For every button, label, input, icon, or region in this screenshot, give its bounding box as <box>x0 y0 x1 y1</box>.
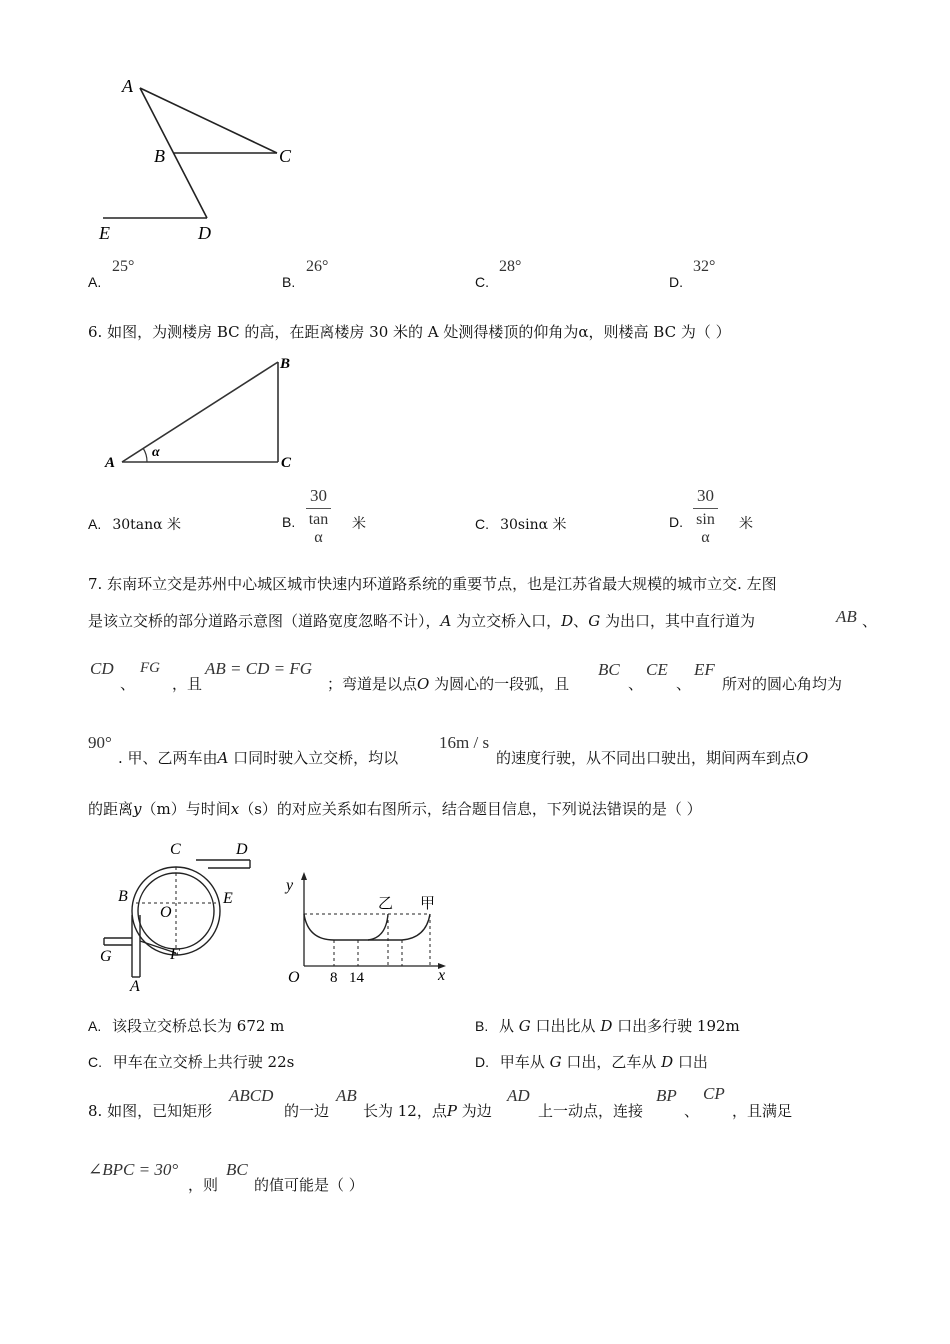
option-letter: B. <box>282 514 296 530</box>
option-value: 30sinα 米 <box>500 517 567 533</box>
q7-var: O <box>796 749 809 767</box>
label-c: C <box>170 841 181 858</box>
q7-var: A <box>440 612 452 630</box>
math-equality: AB = CD = FG <box>205 659 312 678</box>
label-f: F <box>170 946 180 963</box>
math-ab: AB <box>836 607 857 626</box>
fraction-denominator: tan α <box>308 511 329 546</box>
math-ad: AD <box>507 1086 530 1105</box>
option-letter: A. <box>88 274 102 290</box>
option-value <box>499 1017 740 1035</box>
q7-text: 口同时驶入立交桥，均以 <box>228 749 399 767</box>
label-c: C <box>279 146 292 166</box>
angle-arc <box>143 448 147 462</box>
q8-text: 的一边 <box>284 1102 330 1120</box>
math-bc: BC <box>598 660 620 679</box>
option-text: 口出多行驶 192m <box>612 1017 740 1035</box>
option-letter: D. <box>669 274 683 290</box>
option-letter: C. <box>475 274 489 290</box>
math-90-degrees: 90° <box>88 733 112 752</box>
q8-var: P <box>446 1102 457 1120</box>
option-text: 从 <box>499 1017 519 1035</box>
label-b: B <box>118 888 128 905</box>
q7-text: 所对的圆心角均为 <box>722 675 843 693</box>
q8-text: ，且满足 <box>732 1102 793 1120</box>
option-value: 甲车在立交桥上共行驶 22s <box>112 1053 295 1071</box>
option-text: 甲车从 <box>499 1053 550 1071</box>
q7-text: ；弯道是以点 <box>327 675 418 693</box>
label-o: O <box>160 904 172 921</box>
math-angle-bpc: ∠BPC = 30° <box>88 1160 179 1179</box>
label-d: D <box>198 223 211 243</box>
separator: 、 <box>684 1102 700 1120</box>
option-value: 28° <box>499 258 522 275</box>
label-e: E <box>223 890 233 907</box>
q8-text: 长为 12，点 <box>363 1102 447 1120</box>
math-fg: FG <box>140 660 160 676</box>
option-fraction <box>306 486 331 547</box>
q7-text: 是该立交桥的部分道路示意图（道路宽度忽略不计）， <box>88 612 441 630</box>
option-fraction <box>693 486 718 547</box>
q7-text: （m）与时间 <box>141 800 231 818</box>
math-cd: CD <box>90 659 114 678</box>
option-text: 口出 <box>673 1053 708 1071</box>
q7-road-figure <box>98 835 268 995</box>
math-abcd: ABCD <box>229 1086 274 1105</box>
q7-var: A <box>217 749 229 767</box>
option-letter: C. <box>88 1054 102 1070</box>
q8-text: 的值可能是（ ） <box>254 1176 364 1194</box>
option-unit: 米 <box>739 516 753 532</box>
q8-text <box>363 1101 492 1121</box>
q7-option-c[interactable] <box>88 1052 294 1072</box>
math-bc: BC <box>226 1160 248 1179</box>
option-text: 口出比从 <box>530 1017 601 1035</box>
q6-option-a[interactable] <box>88 514 181 535</box>
label-b: B <box>280 356 291 372</box>
option-letter: D. <box>475 1054 489 1070</box>
q7-option-d[interactable] <box>475 1052 708 1072</box>
q7-line-1: 7. 东南环立交是苏州中心城区城市快速内环道路系统的重要节点，也是江苏省最大规模的城市立交. 左图 <box>88 575 777 593</box>
option-letter: C. <box>475 516 489 532</box>
label-g: G <box>100 948 112 965</box>
q6-option-c[interactable] <box>475 514 567 535</box>
q6-figure <box>100 350 310 475</box>
option-value: 该段立交桥总长为 672 m <box>112 1017 285 1035</box>
label-yi: 乙 <box>378 896 394 912</box>
option-value: 32° <box>693 258 716 275</box>
q7-line-2 <box>88 611 755 631</box>
q7-text: . 甲、乙两车由 <box>118 749 218 767</box>
option-unit: 米 <box>352 516 366 532</box>
segment-ab <box>122 362 278 462</box>
q7-text: 为立交桥入口， <box>451 612 562 630</box>
option-text: 口出，乙车从 <box>561 1053 662 1071</box>
q7-text: 的速度行驶，从不同出口驶出，期间两车到点 <box>496 749 797 767</box>
q5-figure <box>95 72 315 247</box>
separator: 、 <box>628 675 644 693</box>
label-jia: 甲 <box>420 896 436 912</box>
q7-option-a[interactable] <box>88 1016 284 1036</box>
q7-var: y <box>133 800 142 818</box>
label-a: A <box>105 455 116 471</box>
separator: 、 <box>676 675 692 693</box>
y-axis-arrow <box>301 872 307 880</box>
label-alpha: α <box>152 445 160 460</box>
label-a: A <box>122 76 133 96</box>
separator: 、 <box>862 612 878 630</box>
option-value: 26° <box>306 258 329 275</box>
q7-text: （s）的对应关系如右图所示，结合题目信息，下列说法错误的是（ ） <box>239 800 702 818</box>
label-origin: O <box>288 969 300 986</box>
q7-text: 、 <box>573 612 589 630</box>
option-value: 25° <box>112 258 135 275</box>
math-ef: EF <box>694 660 715 679</box>
curve-yi <box>304 914 388 940</box>
q7-text: ，且 <box>172 675 203 693</box>
option-var: G <box>549 1053 562 1071</box>
option-letter: A. <box>88 516 102 532</box>
label-e: E <box>99 223 110 243</box>
option-letter: B. <box>475 1018 489 1034</box>
q7-text <box>496 748 808 768</box>
option-var: D <box>661 1053 674 1071</box>
math-speed: 16m / s <box>439 733 490 752</box>
option-letter: B. <box>282 274 296 290</box>
q7-var: O <box>417 675 430 693</box>
label-y: y <box>286 877 294 894</box>
q7-text <box>327 674 569 694</box>
option-value: 30tanα 米 <box>112 517 182 533</box>
math-ab: AB <box>336 1086 357 1105</box>
segment-ac <box>140 88 277 153</box>
math-bp: BP <box>656 1086 677 1105</box>
option-var: D <box>600 1017 613 1035</box>
option-value <box>500 1053 708 1071</box>
q7-var: G <box>588 612 601 630</box>
label-a: A <box>130 978 140 995</box>
label-x: x <box>438 967 446 984</box>
q7-text: 为出口，其中直行道为 <box>600 612 755 630</box>
q8-text: ，则 <box>188 1176 219 1194</box>
q7-var: x <box>230 800 240 818</box>
q6-stem: 6. 如图，为测楼房 BC 的高，在距离楼房 30 米的 A 处测得楼顶的仰角为α，则楼高 BC 为（ ） <box>88 323 731 341</box>
fraction-numerator: 30 <box>306 486 331 509</box>
label-b: B <box>154 146 165 166</box>
q8-text: 上一动点，连接 <box>538 1102 644 1120</box>
label-d: D <box>236 841 248 858</box>
tick-14: 14 <box>349 970 364 986</box>
label-c: C <box>281 455 292 471</box>
q8-text: 8. 如图，已知矩形 <box>88 1102 213 1120</box>
math-cp: CP <box>703 1084 725 1103</box>
q7-option-b[interactable] <box>475 1016 740 1036</box>
separator: 、 <box>120 675 136 693</box>
fraction-denominator: sin α <box>696 511 715 546</box>
q7-graph-figure <box>282 868 457 988</box>
q8-text: 为边 <box>456 1102 492 1120</box>
option-letter: D. <box>669 514 683 530</box>
q7-text <box>118 748 398 768</box>
math-ce: CE <box>646 660 668 679</box>
q7-var: D <box>561 612 574 630</box>
fraction-numerator: 30 <box>693 486 718 509</box>
tick-8: 8 <box>330 970 338 986</box>
option-var: G <box>518 1017 531 1035</box>
q7-text: 的距离 <box>88 800 134 818</box>
option-letter: A. <box>88 1018 102 1034</box>
q7-text: 为圆心的一段弧，且 <box>429 675 570 693</box>
q7-line-5 <box>88 799 702 819</box>
